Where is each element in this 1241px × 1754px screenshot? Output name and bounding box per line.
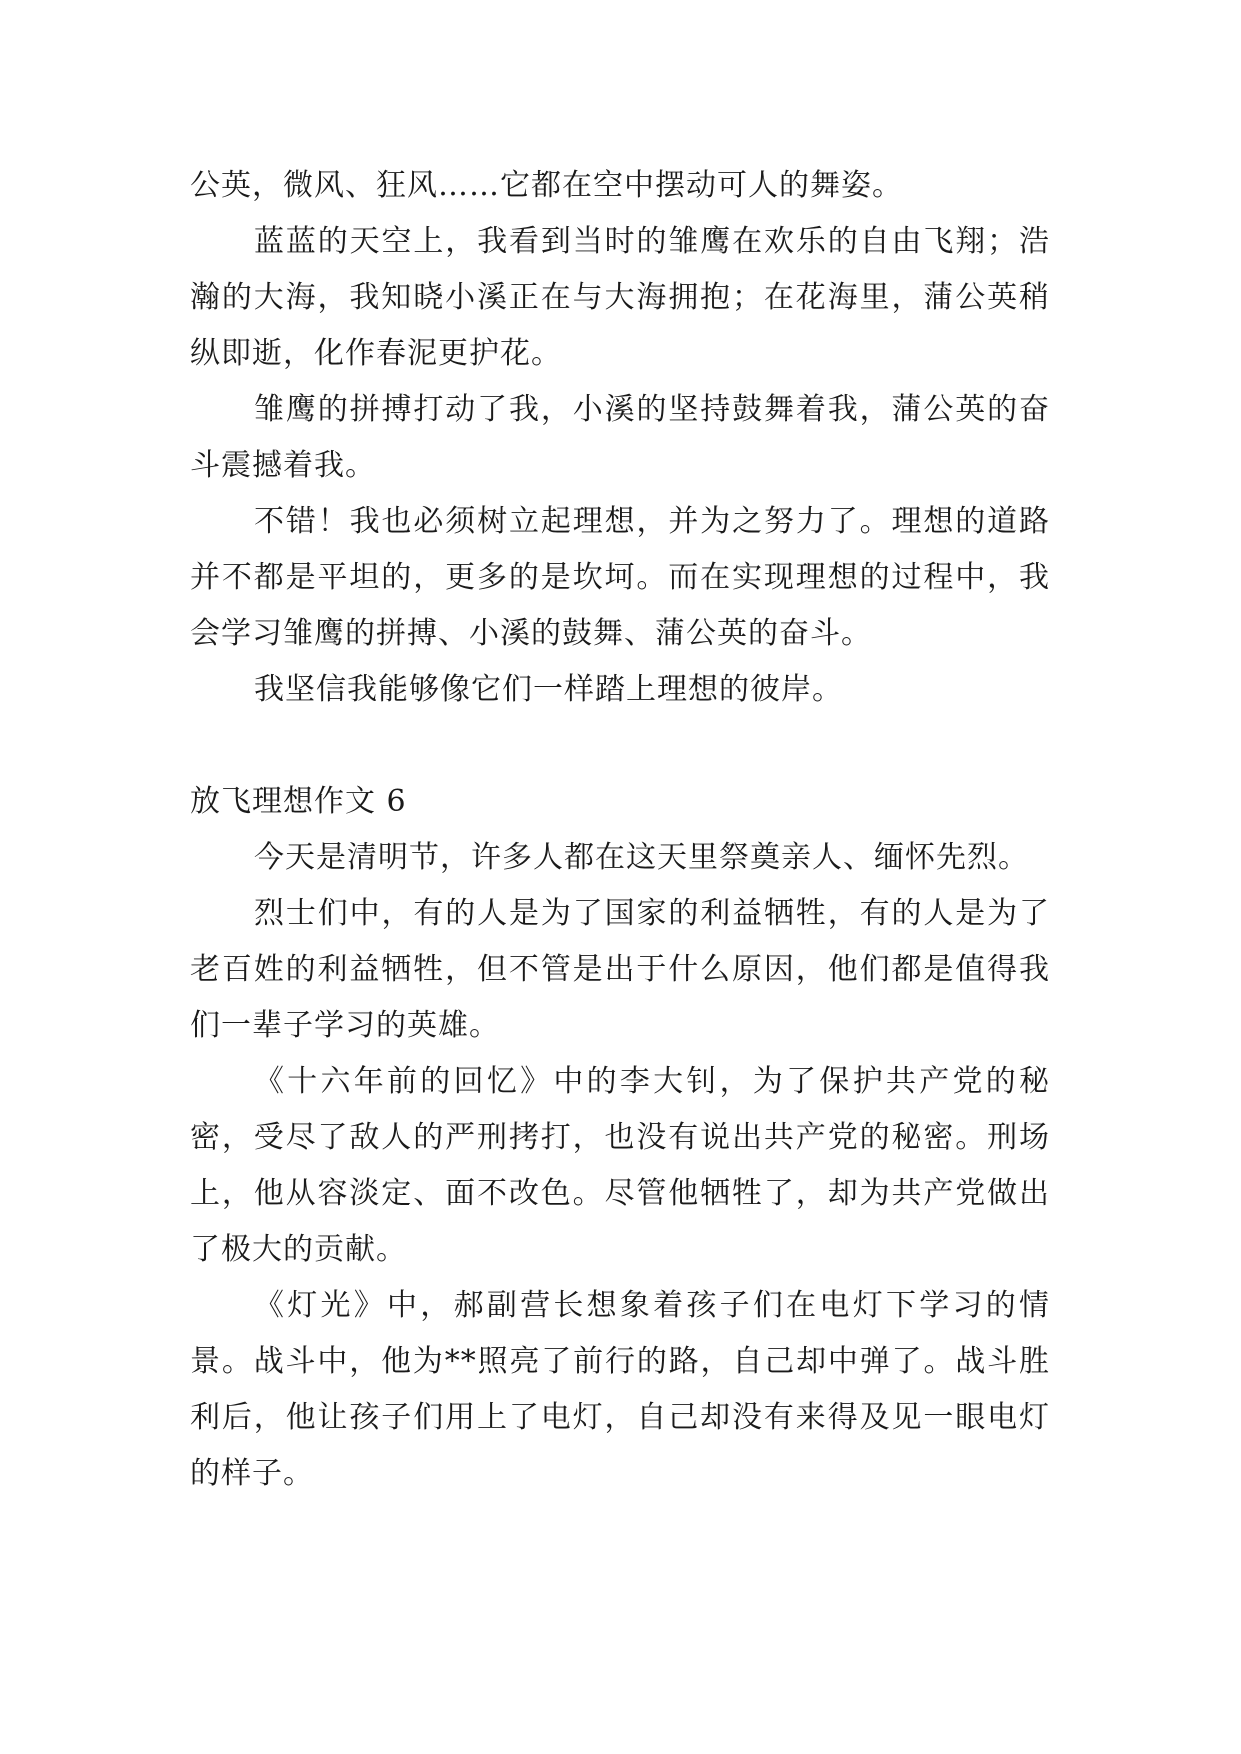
paragraph: 雏鹰的拼搏打动了我，小溪的坚持鼓舞着我，蒲公英的奋斗震撼着我。	[190, 392, 1050, 483]
paragraph: 《十六年前的回忆》中的李大钊，为了保护共产党的秘密，受尽了敌人的严刑拷打，也没有说出共产党的秘密。刑场上，他从容淡定、面不改色。尽管他牺牲了，却为共产党做出了极大的贡献。	[190, 1064, 1050, 1267]
paragraph: 不错！我也必须树立起理想，并为之努力了。理想的道路并不都是平坦的，更多的是坎坷。而在实现理想的过程中，我会学习雏鹰的拼搏、小溪的鼓舞、蒲公英的奋斗。	[190, 504, 1050, 651]
section-spacer	[190, 718, 1050, 774]
paragraph: 蓝蓝的天空上，我看到当时的雏鹰在欢乐的自由飞翔；浩瀚的大海，我知晓小溪正在与大海拥抱；在花海里，蒲公英稍纵即逝，化作春泥更护花。	[190, 224, 1050, 371]
paragraph: 我坚信我能够像它们一样踏上理想的彼岸。	[254, 672, 843, 707]
paragraph: 烈士们中，有的人是为了国家的利益牺牲，有的人是为了老百姓的利益牺牲，但不管是出于什么原因，他们都是值得我们一辈子学习的英雄。	[190, 896, 1050, 1043]
document-body	[190, 158, 1050, 1502]
paragraph-continuation: 公英，微风、狂风……它都在空中摆动可人的舞姿。	[190, 168, 903, 203]
paragraph: 今天是清明节，许多人都在这天里祭奠亲人、缅怀先烈。	[254, 840, 1029, 875]
paragraph: 《灯光》中，郝副营长想象着孩子们在电灯下学习的情景。战斗中，他为**照亮了前行的路，自己却中弹了。战斗胜利后，他让孩子们用上了电灯，自己却没有来得及见一眼电灯的样子。	[190, 1288, 1050, 1491]
section-title: 放飞理想作文 6	[190, 784, 407, 819]
